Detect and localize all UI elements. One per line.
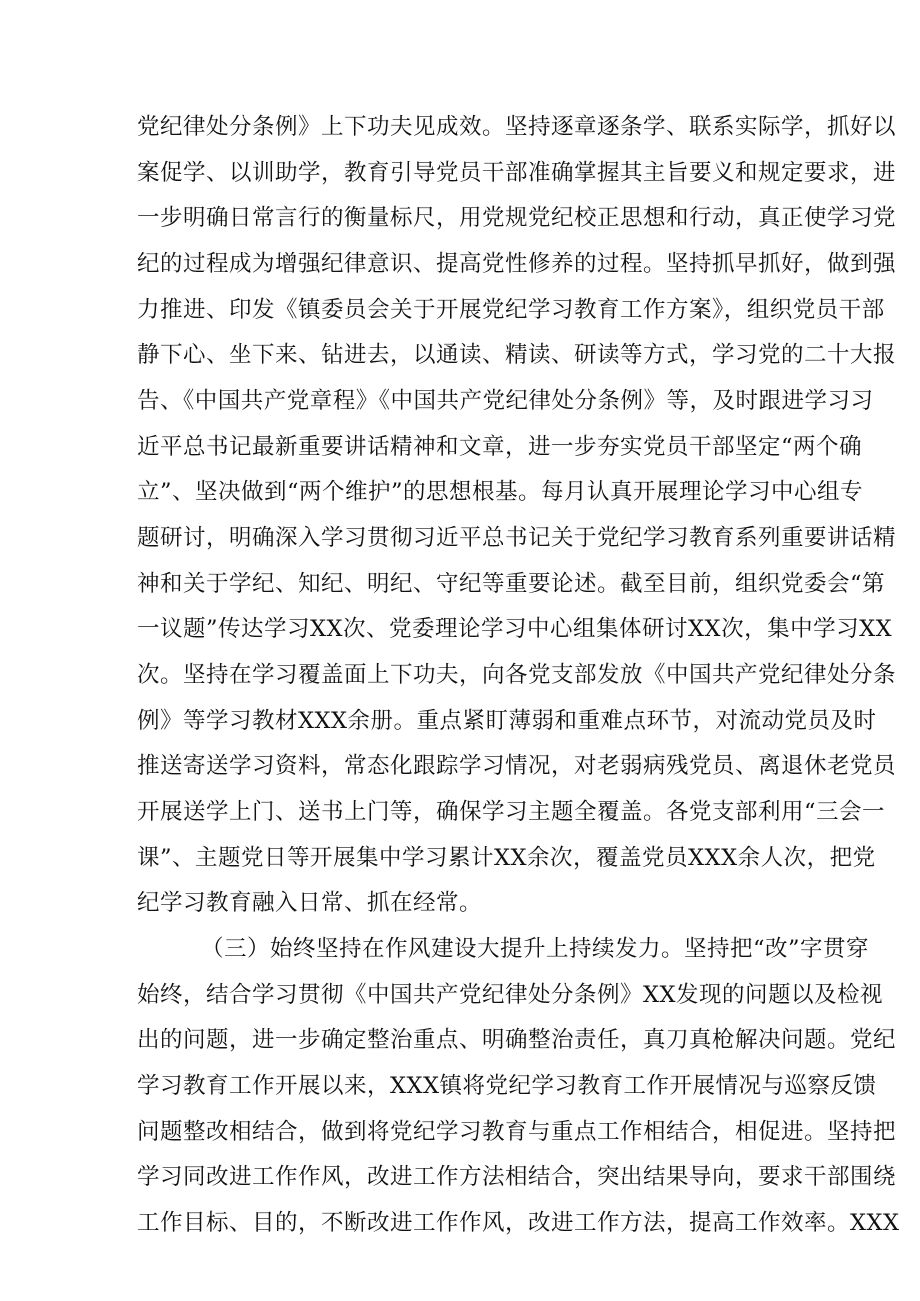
paragraph-line: 学习教育工作开展以来，XXX镇将党纪学习教育工作开展情况与巡察反馈	[137, 1073, 877, 1099]
paragraph-line: 一步明确日常言行的衡量标尺，用党规党纪校正思想和行动，真正使学习党	[137, 205, 897, 231]
paragraph-line: 神和关于学纪、知纪、明纪、守纪等重要论述。截至目前，组织党委会“第	[137, 571, 886, 597]
paragraph-line: 一议题”传达学习XX次、党委理论学习中心组集体研讨XX次，集中学习XX	[137, 616, 893, 642]
paragraph-line: 始终，结合学习贯彻《中国共产党纪律处分条例》XX发现的问题以及检视	[137, 982, 884, 1008]
section-heading-line: （三）始终坚持在作风建设大提升上持续发力。坚持把“改”字贯穿	[201, 936, 870, 962]
paragraph-line: 近平总书记最新重要讲话精神和文章，进一步夯实党员干部坚定“两个确	[137, 434, 863, 460]
paragraph-line: 出的问题，进一步确定整治重点、明确整治责任，真刀真枪解决问题。党纪	[137, 1027, 897, 1053]
paragraph-line: 静下心、坐下来、钻进去，以通读、精读、研读等方式，学习党的二十大报	[137, 342, 897, 368]
paragraph-line: 立”、坚决做到“两个维护”的思想根基。每月认真开展理论学习中心组专	[137, 479, 864, 505]
paragraph-line: 例》等学习教材XXX余册。重点紧盯薄弱和重难点环节，对流动党员及时	[137, 708, 877, 734]
paragraph-line: 课”、主题党日等开展集中学习累计XX余次，覆盖党员XXX余人次，把党	[137, 845, 876, 871]
paragraph-line: 题研讨，明确深入学习贯彻习近平总书记关于党纪学习教育系列重要讲话精	[137, 525, 897, 551]
paragraph-line: 开展送学上门、送书上门等，确保学习主题全覆盖。各党支部利用“三会一	[137, 799, 886, 825]
paragraph-line: 推送寄送学习资料，常态化跟踪学习情况，对老弱病残党员、离退休老党员	[137, 753, 897, 779]
paragraph-line: 工作目标、目的，不断改进工作作风，改进工作方法，提高工作效率。XXX	[137, 1210, 900, 1236]
paragraph-line: 力推进、印发《镇委员会关于开展党纪学习教育工作方案》，组织党员干部	[137, 297, 885, 323]
paragraph-line: 次。坚持在学习覆盖面上下功夫，向各党支部发放《中国共产党纪律处分条	[137, 662, 897, 688]
paragraph-line: 学习同改进工作作风，改进工作方法相结合，突出结果导向，要求干部围绕	[137, 1164, 897, 1190]
paragraph-line: 纪的过程成为增强纪律意识、提高党性修养的过程。坚持抓早抓好，做到强	[137, 251, 897, 277]
paragraph-line: 党纪律处分条例》上下功夫见成效。坚持逐章逐条学、联系实际学，抓好以	[137, 114, 897, 140]
paragraph-line: 纪学习教育融入日常、抓在经常。	[137, 890, 483, 916]
paragraph-line: 案促学、以训助学，教育引导党员干部准确掌握其主旨要义和规定要求，进	[137, 160, 897, 186]
paragraph-line: 问题整改相结合，做到将党纪学习教育与重点工作相结合，相促进。坚持把	[137, 1119, 897, 1145]
paragraph-line: 告、《中国共产党章程》《中国共产党纪律处分条例》等，及时跟进学习习	[137, 388, 874, 414]
